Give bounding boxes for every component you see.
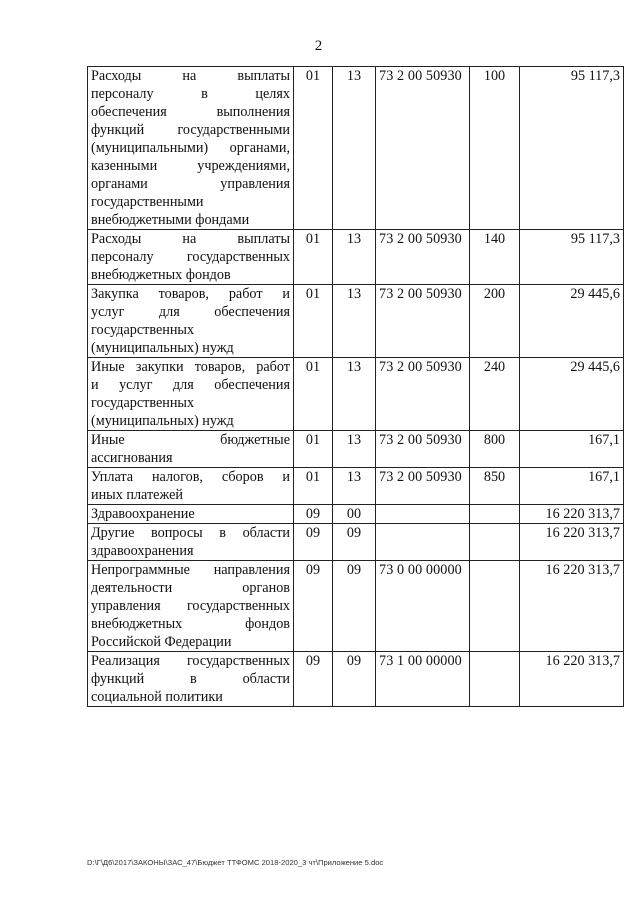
row-name-line: Расходы на выплаты	[91, 231, 290, 247]
row-name	[88, 652, 294, 707]
table-row	[88, 358, 624, 431]
row-pr-code: 13	[333, 358, 376, 431]
table-row	[88, 230, 624, 285]
table-row	[88, 468, 624, 505]
row-csr-code: 73 2 00 50930	[376, 285, 470, 358]
row-name-line: казенными учреждениями,	[91, 158, 290, 174]
row-rz-code: 01	[294, 230, 333, 285]
row-vr-code: 850	[470, 468, 520, 505]
row-name	[88, 358, 294, 431]
document-file-path: D:\Г\Д6\2017\ЗАКОНЫ\ЗАС_47\Бюджет ТТФОМС 2018-2020_3 чт\Приложение 5.doc	[87, 858, 384, 867]
row-rz-code: 09	[294, 505, 333, 524]
row-pr-code: 09	[333, 524, 376, 561]
row-pr-code: 09	[333, 652, 376, 707]
row-amount: 95 117,3	[520, 230, 624, 285]
row-name-line: управления государственных	[91, 598, 290, 614]
row-csr-code: 73 0 00 00000	[376, 561, 470, 652]
row-name-line: Иные закупки товаров, работ	[91, 359, 290, 375]
row-name-line: (муниципальных) нужд	[91, 413, 234, 429]
row-name	[88, 285, 294, 358]
row-name-line: Закупка товаров, работ и	[91, 286, 290, 302]
row-pr-code: 00	[333, 505, 376, 524]
row-vr-code: 200	[470, 285, 520, 358]
row-amount: 95 117,3	[520, 67, 624, 230]
row-name-line: услуг для обеспечения	[91, 304, 290, 320]
row-csr-code: 73 1 00 00000	[376, 652, 470, 707]
row-name-line: Российской Федерации	[91, 634, 232, 650]
row-rz-code: 09	[294, 524, 333, 561]
table-row	[88, 431, 624, 468]
row-name	[88, 468, 294, 505]
row-name-line: функций государственными	[91, 122, 290, 138]
row-name-line: и услуг для обеспечения	[91, 377, 290, 393]
row-name-line: (муниципальных) нужд	[91, 340, 234, 356]
table-row	[88, 67, 624, 230]
row-vr-code	[470, 561, 520, 652]
row-name-line: здравоохранения	[91, 543, 194, 559]
row-name-line: внебюджетными фондами	[91, 212, 250, 228]
row-pr-code: 13	[333, 67, 376, 230]
row-name-line: Расходы на выплаты	[91, 68, 290, 84]
row-name-line: государственных	[91, 395, 195, 411]
row-rz-code: 09	[294, 652, 333, 707]
table-row	[88, 652, 624, 707]
row-rz-code: 01	[294, 67, 333, 230]
row-vr-code	[470, 505, 520, 524]
budget-table	[87, 66, 624, 707]
row-vr-code: 100	[470, 67, 520, 230]
row-amount: 29 445,6	[520, 285, 624, 358]
row-name	[88, 230, 294, 285]
row-rz-code: 01	[294, 358, 333, 431]
row-csr-code: 73 2 00 50930	[376, 230, 470, 285]
row-vr-code: 140	[470, 230, 520, 285]
row-vr-code	[470, 652, 520, 707]
row-name	[88, 67, 294, 230]
row-name	[88, 524, 294, 561]
row-rz-code: 09	[294, 561, 333, 652]
row-amount: 16 220 313,7	[520, 524, 624, 561]
row-csr-code: 73 2 00 50930	[376, 468, 470, 505]
row-name	[88, 505, 294, 524]
row-csr-code	[376, 524, 470, 561]
row-pr-code: 13	[333, 468, 376, 505]
row-rz-code: 01	[294, 468, 333, 505]
row-name	[88, 561, 294, 652]
row-name-line: Здравоохранение	[91, 506, 195, 522]
row-name-line: (муниципальными) органами,	[91, 140, 290, 156]
row-name-line: функций в области	[91, 671, 290, 687]
row-csr-code: 73 2 00 50930	[376, 431, 470, 468]
row-amount: 16 220 313,7	[520, 561, 624, 652]
row-csr-code: 73 2 00 50930	[376, 67, 470, 230]
row-name-line: деятельности органов	[91, 580, 290, 596]
table-row	[88, 524, 624, 561]
row-csr-code: 73 2 00 50930	[376, 358, 470, 431]
row-name-line: персоналу государственных	[91, 249, 290, 265]
row-name-line: Иные бюджетные	[91, 432, 290, 448]
row-name-line: персоналу в целях	[91, 86, 290, 102]
page-number: 2	[314, 38, 323, 54]
table-row	[88, 561, 624, 652]
row-name-line: обеспечения выполнения	[91, 104, 290, 120]
table-row	[88, 285, 624, 358]
row-name-line: ассигнования	[91, 450, 173, 466]
row-name-line: органами управления	[91, 176, 290, 192]
row-name-line: Уплата налогов, сборов и	[91, 469, 290, 485]
row-amount: 29 445,6	[520, 358, 624, 431]
row-name-line: государственных	[91, 322, 195, 338]
row-amount: 167,1	[520, 468, 624, 505]
row-amount: 16 220 313,7	[520, 505, 624, 524]
row-pr-code: 13	[333, 431, 376, 468]
row-vr-code: 240	[470, 358, 520, 431]
row-csr-code	[376, 505, 470, 524]
row-rz-code: 01	[294, 285, 333, 358]
row-name-line: внебюджетных фондов	[91, 267, 231, 283]
row-name-line: социальной политики	[91, 689, 223, 705]
row-name-line: Другие вопросы в области	[91, 525, 290, 541]
row-name-line: Реализация государственных	[91, 653, 290, 669]
row-name-line: иных платежей	[91, 487, 183, 503]
row-pr-code: 09	[333, 561, 376, 652]
row-rz-code: 01	[294, 431, 333, 468]
row-amount: 167,1	[520, 431, 624, 468]
row-name-line: Непрограммные направления	[91, 562, 290, 578]
row-vr-code	[470, 524, 520, 561]
table-row	[88, 505, 624, 524]
row-vr-code: 800	[470, 431, 520, 468]
row-name-line: государственными	[91, 194, 204, 210]
row-amount: 16 220 313,7	[520, 652, 624, 707]
row-pr-code: 13	[333, 230, 376, 285]
row-name-line: внебюджетных фондов	[91, 616, 290, 632]
row-name	[88, 431, 294, 468]
budget-table-body	[88, 67, 624, 707]
row-pr-code: 13	[333, 285, 376, 358]
